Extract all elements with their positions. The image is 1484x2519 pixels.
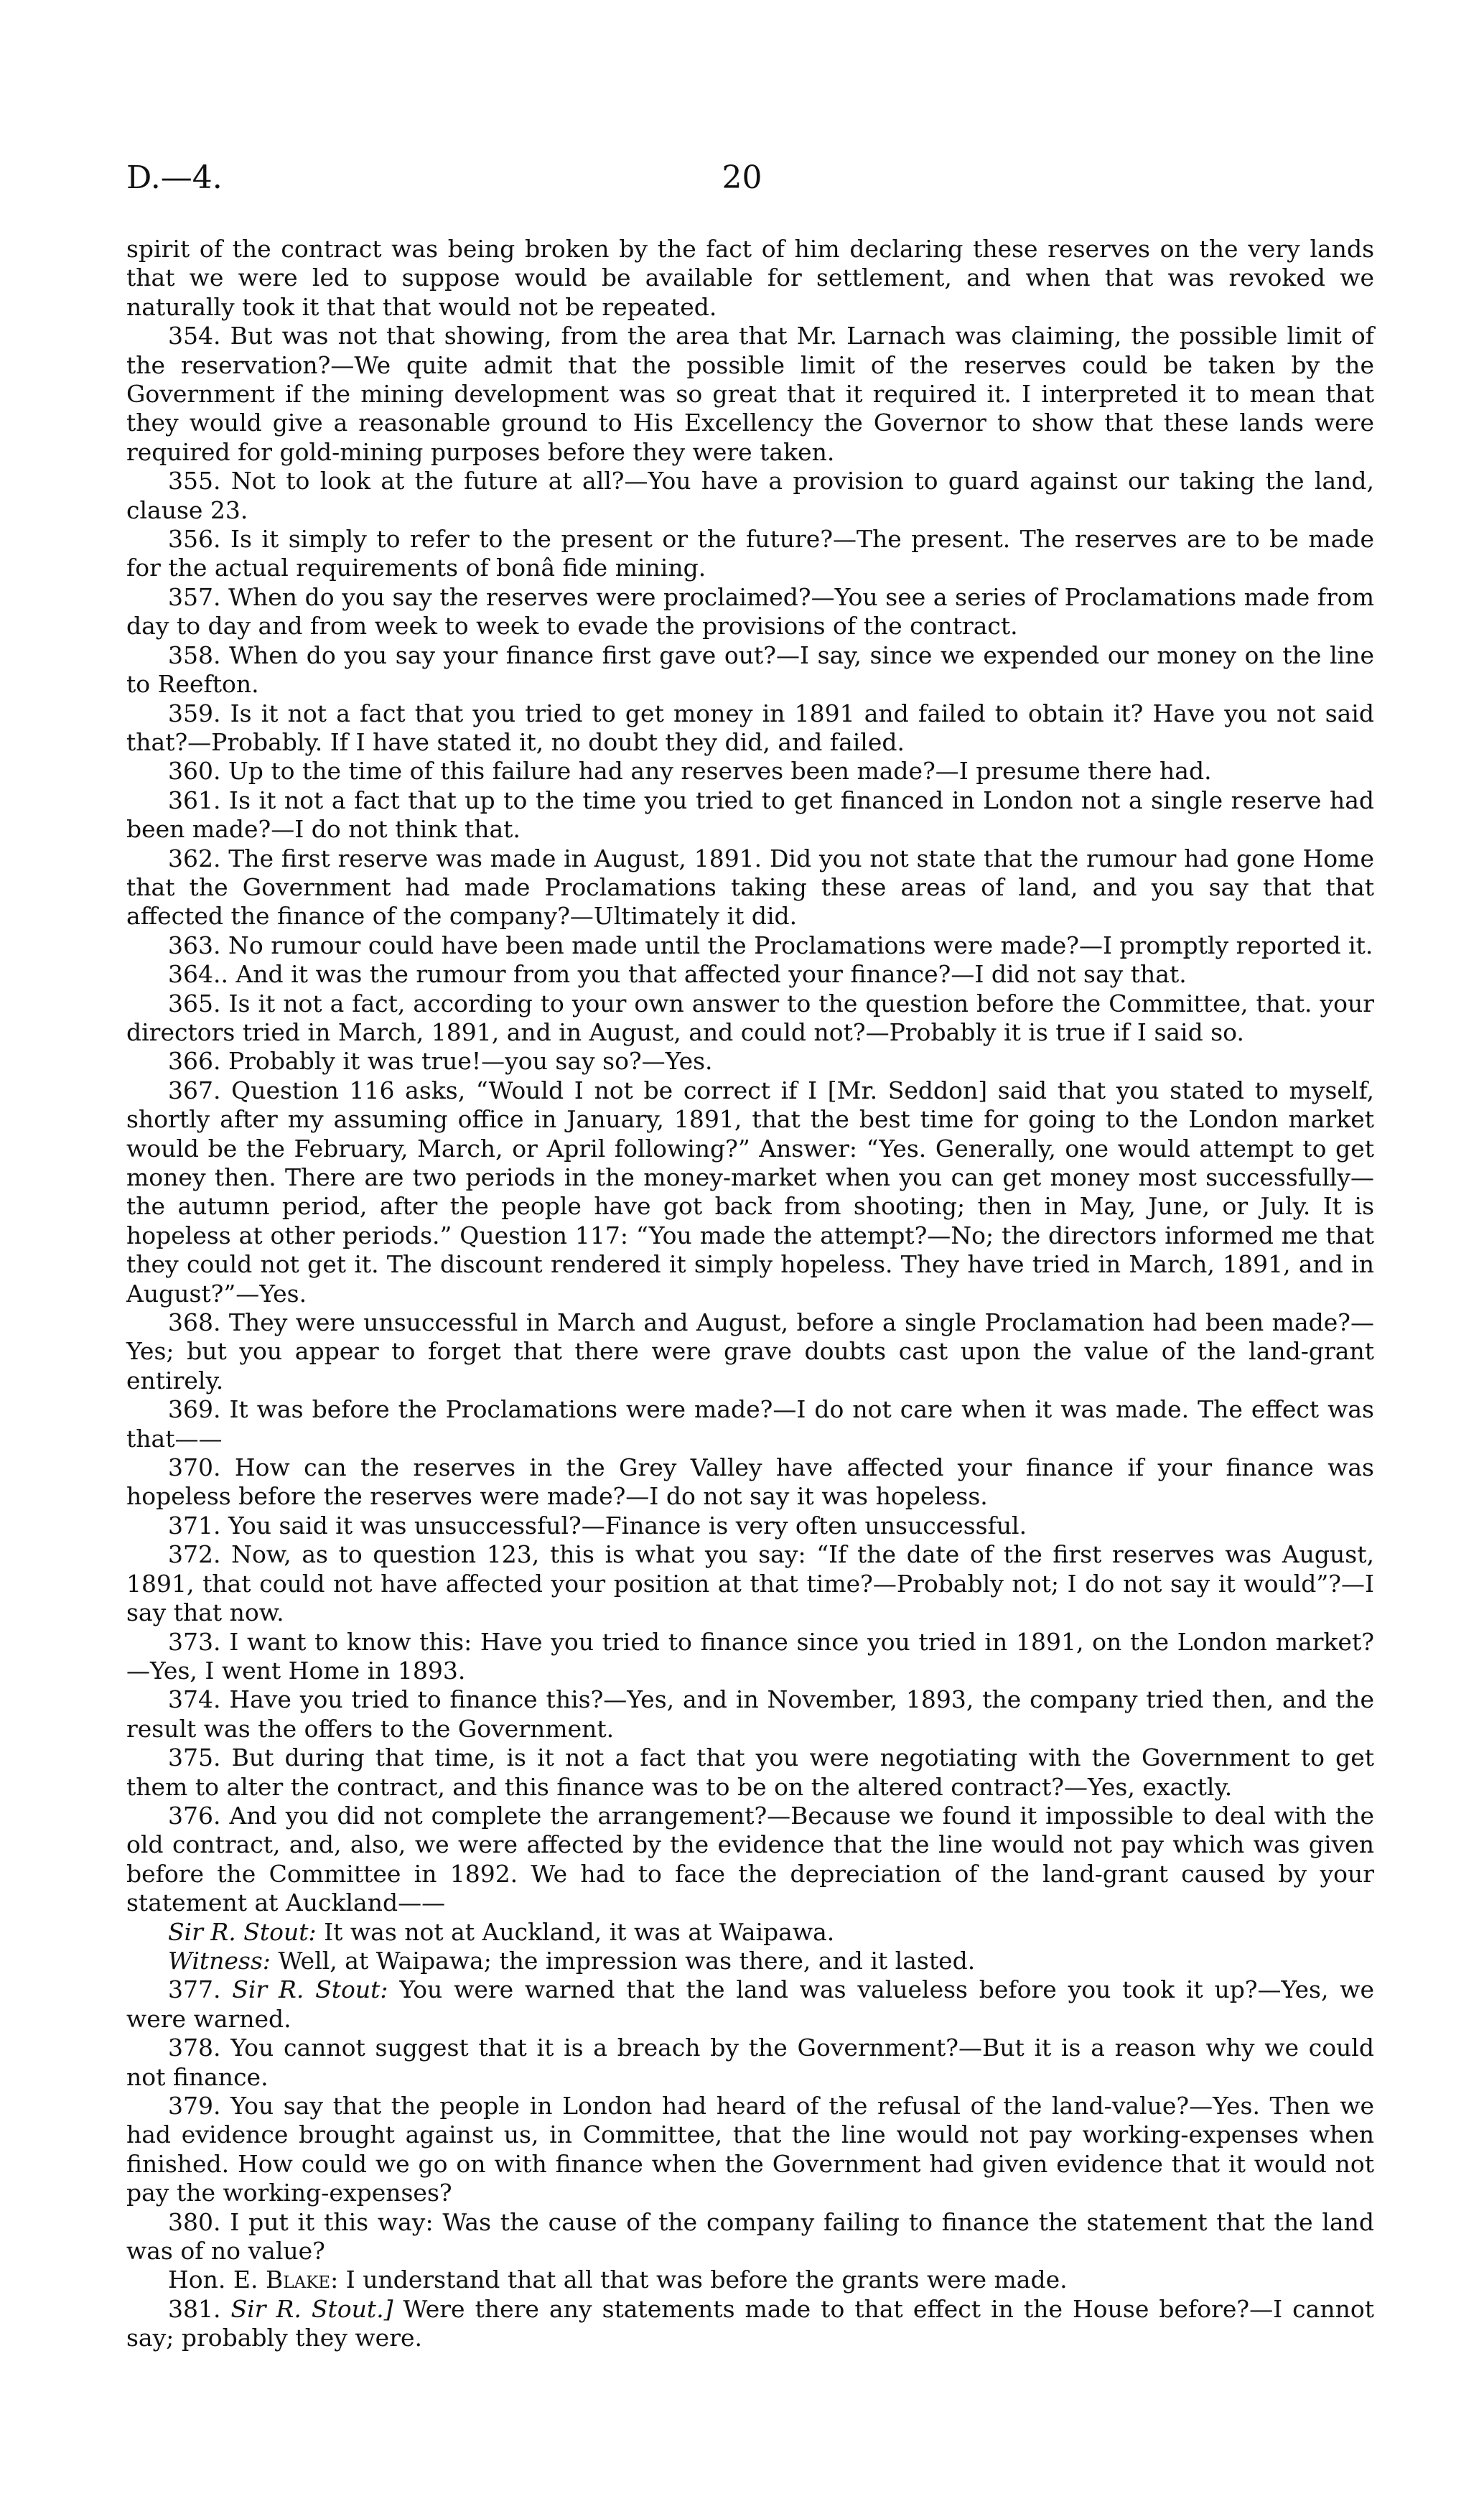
page-header — [126, 159, 1358, 210]
paragraph-q361: 361. Is it not a fact that up to the time you tried to get financed in London not a single reserve had been made?—I do not think that. — [126, 786, 1374, 844]
paragraph-q378: 378. You cannot suggest that it is a breach by the Government?—But it is a reason why we could not finance. — [126, 2034, 1374, 2091]
speaker-text: : I understand that all that was before the grants were made. — [330, 2266, 1068, 2294]
paragraph-q360: 360. Up to the time of this failure had any reserves been made?—I presume there had. — [168, 757, 1212, 786]
speaker-text: Were there any statements made to that effect in the House before?—I cannot say; probably they were. — [126, 2294, 1374, 2352]
speaker-name: Sir R. Stout: — [232, 1975, 388, 2004]
paragraph-q359: 359. Is it not a fact that you tried to get money in 1891 and failed to obtain it? Have you not said that?—Probably. If I have stated it, no doubt they did, and failed. — [126, 699, 1374, 756]
paragraph-q362: 362. The first reserve was made in August, 1891. Did you not state that the rumour had gone Home that the Government had made Proclamations taking these areas of land, and you say that that affected the finance of the company?—Ultimately it did. — [126, 844, 1374, 931]
paragraph-q356: 356. Is it simply to refer to the present or the future?—The present. The reserves are to be made for the actual requirements of bonâ fide mining. — [126, 525, 1374, 582]
paragraph-q354: 354. But was not that showing, from the area that Mr. Larnach was claiming, the possible limit of the reservation?—We quite admit that the possible limit of the reserves could be taken by the Government if the mining development was so great that it required it. I interpreted it to mean that they would give a reasonable ground to His Excellency the Governor to show that these lands were required for gold-mining purposes before they were taken. — [126, 322, 1374, 466]
paragraph-q376: 376. And you did not complete the arrangement?—Because we found it impossible to deal with the old contract, and, also, we were affected by the evidence that the line would not pay which was given before the Committee in 1892. We had to face the depreciation of the land-grant caused by your statement at Auckland—— — [126, 1801, 1374, 1917]
document-reference: D.—4. — [126, 159, 223, 196]
paragraph-q366: 366. Probably it was true!—you say so?—Yes. — [168, 1047, 713, 1076]
paragraph-q372: 372. Now, as to question 123, this is what you say: “If the date of the first reserves was August, 1891, that could not have affected your position at that time?—Probably not; I do not say it would”?—I say that now. — [126, 1540, 1374, 1627]
speaker-name: Sir R. Stout.] — [230, 2294, 393, 2323]
question-number: 381. — [168, 2294, 221, 2323]
paragraph-q358: 358. When do you say your finance first gave out?—I say, since we expended our money on the line to Reefton. — [126, 641, 1374, 699]
page-body — [126, 235, 1374, 2353]
paragraph-q375: 375. But during that time, is it not a fact that you were negotiating with the Government to get them to alter the contract, and this finance was to be on the altered contract?—Yes, exactly. — [126, 1743, 1374, 1801]
paragraph-q377 — [126, 1975, 1374, 2034]
speaker-text: Well, at Waipawa; the impression was there, and it lasted. — [278, 1946, 976, 1975]
speaker-name: Sir R. Stout: — [168, 1917, 317, 1946]
paragraph-witness-remark — [126, 1947, 1374, 1975]
paragraph-q381 — [126, 2295, 1374, 2353]
paragraph-q364: 364.. And it was the rumour from you that affected your finance?—I did not say that. — [168, 960, 1187, 989]
paragraph-stout-remark — [126, 1918, 1374, 1947]
paragraph-q369: 369. It was before the Proclamations were made?—I do not care when it was made. The effect was that—— — [126, 1395, 1374, 1453]
speaker-name: Witness: — [168, 1946, 271, 1975]
paragraph-q370: 370. How can the reserves in the Grey Valley have affected your finance if your finance was hopeless before the reserves were made?—I do not say it was hopeless. — [126, 1453, 1374, 1511]
paragraph-blake-remark — [126, 2266, 1374, 2294]
speaker-prefix: Hon. E. — [168, 2266, 266, 2294]
speaker-text: It was not at Auckland, it was at Waipawa. — [324, 1917, 835, 1946]
page-number: 20 — [722, 159, 762, 196]
paragraph-q371: 371. You said it was unsuccessful?—Finance is very often unsuccessful. — [168, 1511, 1027, 1540]
paragraph-q368: 368. They were unsuccessful in March and August, before a single Proclamation had been made?—Yes; but you appear to forget that there were grave doubts cast upon the value of the land-grant entirely. — [126, 1308, 1374, 1394]
paragraph-continuation: spirit of the contract was being broken by the fact of him declaring these reserves on the very lands that we were led to suppose would be available for settlement, and when that was revoked we naturally took it that that would not be repeated. — [126, 235, 1374, 321]
paragraph-q355: 355. Not to look at the future at all?—You have a provision to guard against our taking the land, clause 23. — [126, 467, 1374, 524]
speaker-text: You were warned that the land was valueless before you took it up?—Yes, we were warned. — [126, 1975, 1374, 2033]
paragraph-q363: 363. No rumour could have been made until the Proclamations were made?—I promptly reported it. — [168, 931, 1373, 959]
paragraph-q365: 365. Is it not a fact, according to your own answer to the question before the Committee, that. your directors tried in March, 1891, and in August, and could not?—Probably it is true if I said so. — [126, 989, 1374, 1046]
question-number: 377. — [168, 1975, 221, 2004]
speaker-name: Blake — [265, 2266, 331, 2294]
paragraph-q374: 374. Have you tried to finance this?—Yes, and in November, 1893, the company tried then, and the result was the offers to the Government. — [126, 1685, 1374, 1743]
paragraph-q379: 379. You say that the people in London had heard of the refusal of the land-value?—Yes. Then we had evidence brought against us, in Committee, that the line would not pay working-expenses when finished. How could we go on with finance when the Government had given evidence that it would not pay the working-expenses? — [126, 2092, 1374, 2207]
paragraph-q367: 367. Question 116 asks, “Would I not be correct if I [Mr. Seddon] said that you stated to myself, shortly after my assuming office in January, 1891, that the best time for going to the London market would be the February, March, or April following?” Answer: “Yes. Generally, one would attempt to get money then. There are two periods in the money-market when you can get money most successfully—the autumn period, after the people have got back from shooting; then in May, June, or July. It is hopeless at other periods.” Question 117: “You made the attempt?—No; the directors informed me that they could not get it. The discount rendered it simply hopeless. They have tried in March, 1891, and in August?”—Yes. — [126, 1076, 1374, 1308]
paragraph-q373: 373. I want to know this: Have you tried to finance since you tried in 1891, on the London market?—Yes, I went Home in 1893. — [126, 1627, 1374, 1685]
paragraph-q357: 357. When do you say the reserves were proclaimed?—You see a series of Proclamations made from day to day and from week to week to evade the provisions of the contract. — [126, 582, 1374, 641]
paragraph-q380: 380. I put it this way: Was the cause of the company failing to finance the statement that the land was of no value? — [126, 2207, 1374, 2266]
